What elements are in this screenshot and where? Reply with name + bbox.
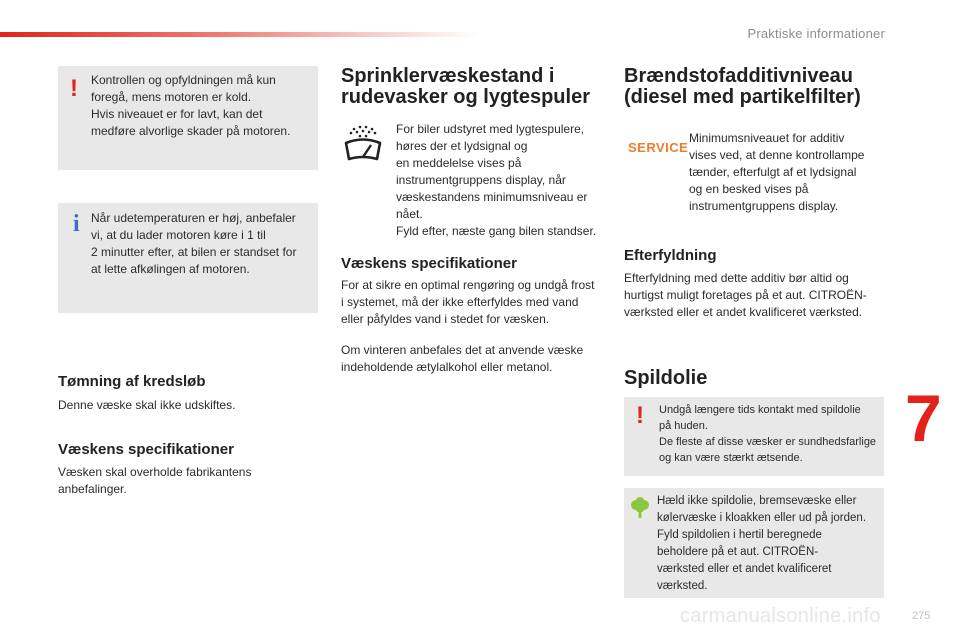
header-accent-bar xyxy=(0,32,480,37)
warning-line: foregå, mens motoren er kold. xyxy=(91,90,252,104)
warning-icon: ! xyxy=(70,75,78,102)
page-number: 275 xyxy=(912,610,931,622)
warning-line: Hvis niveauet er for lavt, kan det xyxy=(91,107,263,121)
refill-text xyxy=(624,270,894,321)
additive-intro-line: Minimumsniveauet for additiv xyxy=(689,131,845,145)
watermark: carmanualsonline.info xyxy=(680,605,881,627)
info-icon: i xyxy=(73,211,80,237)
left-spec-line: Væsken skal overholde fabrikantens xyxy=(58,465,252,479)
middle-spec-line: indeholdende ætylalkohol eller metanol. xyxy=(341,360,553,374)
washer-intro-line: instrumentgruppens display, når xyxy=(396,173,566,187)
section-header-title: Praktiske informationer xyxy=(747,26,885,41)
chapter-number: 7 xyxy=(905,381,942,455)
additive-heading xyxy=(624,66,894,108)
warning-icon: ! xyxy=(636,402,644,429)
additive-intro-line: og en besked vises på xyxy=(689,182,809,196)
eco-line: værksted eller et andet kvalificeret xyxy=(657,563,832,575)
waste-warning-box xyxy=(624,397,884,476)
washer-intro-line: Fyld efter, næste gang bilen standser. xyxy=(396,224,597,238)
washer-heading xyxy=(341,66,606,108)
additive-heading-line: Brændstofadditivniveau xyxy=(624,65,853,87)
drain-heading: Tømning af kredsløb xyxy=(58,373,206,390)
washer-heading-line: Sprinklervæskestand i xyxy=(341,65,555,87)
middle-spec-heading: Væskens specifikationer xyxy=(341,255,517,272)
info-box xyxy=(58,203,318,313)
left-spec-heading: Væskens specifikationer xyxy=(58,441,234,458)
refill-line: Efterfyldning med dette additiv bør altid og xyxy=(624,271,849,285)
waste-warning-line: Undgå længere tids kontakt med spildolie xyxy=(659,404,861,416)
eco-line: værksted. xyxy=(657,580,708,592)
washer-intro-line: nået. xyxy=(396,207,423,221)
additive-intro-line: vises ved, at denne kontrollampe xyxy=(689,148,865,162)
tree-icon xyxy=(630,497,650,519)
middle-spec-line: i systemet, må der ikke efterfyldes med vand xyxy=(341,295,579,309)
eco-line: kølervæske i kloakken eller ud på jorden. xyxy=(657,512,867,524)
eco-line: beholdere på et aut. CITROËN- xyxy=(657,546,819,558)
additive-heading-line: (diesel med partikelfilter) xyxy=(624,86,861,108)
eco-box xyxy=(624,488,884,598)
additive-intro xyxy=(689,130,889,215)
warning-line: Kontrollen og opfyldningen må kun xyxy=(91,73,276,87)
info-line: 2 minutter efter, at bilen er standset for xyxy=(91,245,297,259)
washer-intro-line: For biler udstyret med lygtespulere, xyxy=(396,122,585,136)
middle-spec-line: eller påfyldes vand i stedet for væsken. xyxy=(341,312,550,326)
refill-heading: Efterfyldning xyxy=(624,247,717,264)
washer-intro xyxy=(396,121,611,240)
info-line: vi, at du lader motoren køre i 1 til xyxy=(91,228,266,242)
washer-intro-line: høres der et lydsignal og xyxy=(396,139,528,153)
info-line: Når udetemperaturen er høj, anbefaler xyxy=(91,211,296,225)
waste-warning-line: på huden. xyxy=(659,420,708,432)
drain-text: Denne væske skal ikke udskiftes. xyxy=(58,398,236,412)
left-spec-text xyxy=(58,464,308,498)
middle-spec-line: For at sikre en optimal rengøring og undgå frost xyxy=(341,278,595,292)
service-warning-icon: SERVICE xyxy=(628,140,689,155)
waste-warning-line: og kan være stærkt ætsende. xyxy=(659,452,803,464)
middle-spec-p2 xyxy=(341,342,611,376)
waste-warning-line: De fleste af disse væsker er sundhedsfarlige xyxy=(659,436,877,448)
washer-fluid-icon xyxy=(341,124,385,168)
additive-intro-line: tænder, efterfulgt af et lydsignal xyxy=(689,165,857,179)
middle-spec-p1 xyxy=(341,277,611,328)
refill-line: værksted eller et andet kvalificeret værksted. xyxy=(624,305,863,319)
info-line: at lette afkølingen af motoren. xyxy=(91,262,250,276)
washer-intro-line: en meddelelse vises på xyxy=(396,156,522,170)
middle-spec-line: Om vinteren anbefales det at anvende væske xyxy=(341,343,584,357)
additive-intro-line: instrumentgruppens display. xyxy=(689,199,839,213)
waste-oil-heading: Spildolie xyxy=(624,367,708,389)
warning-line: medføre alvorlige skader på motoren. xyxy=(91,124,291,138)
left-spec-line: anbefalinger. xyxy=(58,482,127,496)
washer-heading-line: rudevasker og lygtespuler xyxy=(341,86,590,108)
refill-line: hurtigst muligt foretages på et aut. CITROËN- xyxy=(624,288,867,302)
washer-intro-line: væskestandens minimumsniveau er xyxy=(396,190,588,204)
warning-box xyxy=(58,66,318,170)
eco-line: Fyld spildolien i hertil beregnede xyxy=(657,529,822,541)
eco-line: Hæld ikke spildolie, bremsevæske eller xyxy=(657,495,857,507)
